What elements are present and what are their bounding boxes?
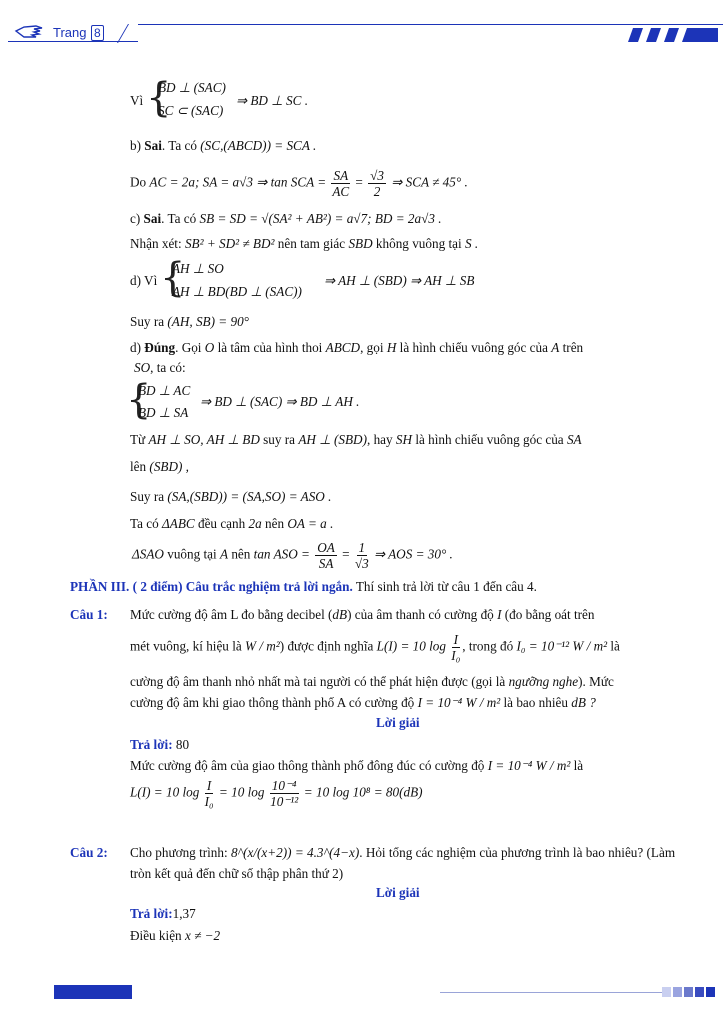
l3-frac2: $\frac{√3}{2}$ bbox=[370, 168, 384, 199]
q1-line4-expr: I = 10⁻⁴ W / m² bbox=[417, 695, 501, 710]
l7-text: Suy ra bbox=[130, 314, 165, 329]
q1-calc-frac2: $\frac{\text{10⁻⁴}}{\text{10⁻¹²}}$ bbox=[270, 778, 299, 809]
l8-t4: là hình chiếu vuông góc của bbox=[399, 340, 548, 355]
q1-line2-c: , trong đó bbox=[462, 638, 514, 654]
header-label: Trang bbox=[53, 25, 87, 40]
q2-condition-text: Điều kiện bbox=[130, 928, 182, 943]
l12-expr: (SBD) , bbox=[149, 459, 189, 474]
q1-line4-c: dB ? bbox=[571, 695, 596, 710]
q1-line3-b: ). Mức bbox=[578, 674, 614, 689]
l14-e3: OA = a . bbox=[287, 516, 334, 531]
q1-def-frac: $\frac{I}{\text{I₀}}$ bbox=[451, 632, 461, 663]
l7-line bbox=[130, 314, 249, 330]
part3-rest: Thí sinh trả lời từ câu 1 đến câu 4. bbox=[355, 579, 537, 594]
l10-brace: { bbox=[126, 377, 152, 423]
q2-condition-expr: x ≠ −2 bbox=[184, 928, 221, 943]
l4-verdict: Sai bbox=[143, 211, 162, 226]
q2-line1-b: . Hỏi tổng các nghiệm của phương trình là bao nhiêu? (Làm bbox=[359, 845, 676, 860]
l4-expr: SB = SD = √(SA² + AB²) = a√7; BD = 2a√3 . bbox=[199, 211, 442, 226]
q1-calc-c: = 10 log 10⁸ = 80(dB) bbox=[303, 784, 423, 800]
l14-t2: đều cạnh bbox=[197, 516, 246, 531]
l15-t2: nên bbox=[231, 546, 251, 562]
q1-line3-italic: ngưỡng nghe bbox=[508, 674, 579, 689]
l11-t2: suy ra bbox=[263, 432, 296, 447]
l1-row1: BD ⊥ (SAC) bbox=[158, 80, 226, 95]
q1-i: I bbox=[497, 607, 502, 622]
l15-expr: tan ASO = bbox=[253, 546, 310, 562]
header-page-number: 8 bbox=[91, 25, 104, 41]
q2-line2: tròn kết quả đến chữ số thập phân thứ 2) bbox=[130, 866, 344, 881]
l5-line bbox=[130, 236, 478, 252]
l8-verdict: Đúng bbox=[144, 340, 176, 355]
l13-line bbox=[130, 489, 331, 505]
l2-line bbox=[130, 138, 316, 154]
q1-answer bbox=[130, 737, 189, 753]
q1-line2-a: mét vuông, kí hiệu là bbox=[130, 638, 242, 654]
q1-explain-b: là bbox=[573, 758, 584, 773]
q2-solution-heading: Lời giải bbox=[376, 885, 420, 900]
l11-expr: AH ⊥ SO, AH ⊥ BD bbox=[148, 432, 260, 447]
l15-a: A bbox=[219, 546, 229, 562]
l5-pt: S . bbox=[464, 236, 479, 251]
l3-result: ⇒ SCA ≠ 45° . bbox=[391, 174, 468, 190]
l4-text: . Ta có bbox=[161, 211, 197, 226]
l12-text: lên bbox=[130, 459, 147, 474]
l3-text: Do bbox=[130, 174, 147, 190]
l5-rest: nên tam giác bbox=[277, 236, 346, 251]
q1-line1-c: (đo bằng oát trên bbox=[504, 607, 595, 622]
l3-eq: = bbox=[355, 174, 363, 190]
q1-line2-d: là bbox=[610, 638, 620, 654]
q2-answer-label: Trả lời: bbox=[130, 906, 173, 921]
l6-prefix: d) Vì bbox=[130, 273, 158, 288]
l1-prefix: Vì bbox=[130, 93, 144, 108]
l11-line bbox=[130, 432, 582, 448]
l11-text: Từ bbox=[130, 432, 146, 447]
q1-answer-value: 80 bbox=[175, 737, 190, 752]
l15-tri: ΔSAO bbox=[132, 546, 164, 562]
footer-bar bbox=[54, 985, 132, 999]
q1-def: L(I) = 10 log bbox=[376, 638, 446, 654]
l14-e2: 2a bbox=[248, 516, 262, 531]
q2-equation: 8^(x/(x+2)) = 4.3^(4−x) bbox=[230, 845, 360, 860]
q1-line4-a: cường độ âm khi giao thông thành phố A có cường độ bbox=[130, 695, 415, 710]
header-stripes bbox=[628, 28, 718, 46]
l5-expr: SB² + SD² ≠ BD² bbox=[184, 236, 275, 251]
q1-i0: I₀ = 10⁻¹² W / m² bbox=[516, 638, 608, 654]
q2-answer-value: 1,37 bbox=[172, 906, 196, 921]
l6-result: ⇒ AH ⊥ (SBD) ⇒ AH ⊥ SB bbox=[324, 273, 475, 288]
q1-calc bbox=[130, 778, 423, 809]
q1-line1 bbox=[130, 607, 594, 623]
l8-t2: là tâm của hình thoi bbox=[217, 340, 323, 355]
q1-calc-frac1: $\frac{I}{\text{I₀}}$ bbox=[204, 778, 214, 809]
l9-so: SO bbox=[134, 360, 151, 375]
l8-label: d) bbox=[130, 340, 141, 355]
q1-solution-heading: Lời giải bbox=[376, 715, 420, 730]
l2-text: . Ta có bbox=[161, 138, 197, 153]
l4-line bbox=[130, 211, 442, 227]
l5-tri: SBD bbox=[348, 236, 373, 251]
l8-line bbox=[130, 340, 583, 356]
l15-frac1: $\frac{OA}{SA}$ bbox=[317, 540, 335, 571]
l3-line bbox=[130, 168, 468, 199]
q2-label: Câu 2: bbox=[70, 845, 108, 860]
q1-calc-a: L(I) = 10 log bbox=[130, 784, 200, 800]
l15-frac2: $\frac{1}{√3}$ bbox=[354, 540, 369, 571]
l14-text: Ta có bbox=[130, 516, 159, 531]
l8-o: O bbox=[204, 340, 215, 355]
l15-line bbox=[132, 540, 453, 571]
q2-line1 bbox=[130, 845, 675, 861]
l14-line bbox=[130, 516, 333, 532]
part3-heading bbox=[70, 579, 537, 595]
l11-t3: , hay bbox=[366, 432, 393, 447]
q1-db: dB bbox=[332, 607, 348, 622]
l6-row2: AH ⊥ BD(BD ⊥ (SAC)) bbox=[172, 284, 302, 299]
l10-result: ⇒ BD ⊥ (SAC) ⇒ BD ⊥ AH . bbox=[200, 394, 360, 409]
l15-eq: = bbox=[342, 546, 350, 562]
l11-sa: SA bbox=[566, 432, 582, 447]
l11-sh: SH bbox=[395, 432, 413, 447]
l9-text: , ta có: bbox=[150, 360, 186, 375]
l8-h: H bbox=[386, 340, 397, 355]
q1-explain bbox=[130, 758, 583, 774]
l10-row2: BD ⊥ SA bbox=[138, 405, 189, 420]
header-rule-right bbox=[138, 24, 723, 25]
q1-line4-b: là bao nhiêu bbox=[503, 695, 568, 710]
l6-row1: AH ⊥ SO bbox=[172, 261, 224, 276]
l2-label: b) bbox=[130, 138, 141, 153]
l1-result: ⇒ BD ⊥ SC . bbox=[236, 93, 308, 108]
header-hand-icon bbox=[14, 22, 44, 40]
q1-line4 bbox=[130, 695, 596, 711]
l2-verdict: Sai bbox=[144, 138, 162, 153]
l6-brace: { bbox=[160, 255, 186, 301]
l3-expr: AC = 2a; SA = a√3 ⇒ tan SCA = bbox=[149, 174, 327, 190]
l8-abcd: ABCD bbox=[325, 340, 361, 355]
l8-text: . Gọi bbox=[175, 340, 202, 355]
q1-line3-a: cường độ âm thanh nhỏ nhất mà tai người có thể phát hiện được (gọi là bbox=[130, 674, 506, 689]
part3-title: PHẦN III. ( 2 điểm) Câu trắc nghiệm trả lời ngắn. bbox=[70, 579, 353, 594]
l8-t3: , gọi bbox=[360, 340, 384, 355]
l2-expr: (SC,(ABCD)) = SCA . bbox=[200, 138, 317, 153]
q1-line2-b: ) được định nghĩa bbox=[279, 638, 374, 654]
l13-text: Suy ra bbox=[130, 489, 165, 504]
l5-rest2: không vuông tại bbox=[375, 236, 462, 251]
l1-row2: SC ⊂ (SAC) bbox=[158, 103, 224, 118]
l14-expr: ΔABC bbox=[162, 516, 195, 531]
l7-expr: (AH, SB) = 90° bbox=[167, 314, 249, 329]
l8-a: A bbox=[551, 340, 560, 355]
footer-squares bbox=[662, 986, 717, 1002]
l5-text: Nhận xét: bbox=[130, 236, 182, 251]
q1-label: Câu 1: bbox=[70, 607, 108, 622]
q1-explain-expr: I = 10⁻⁴ W / m² bbox=[487, 758, 571, 773]
q2-condition bbox=[130, 928, 220, 944]
l3-frac1: $\frac{SA}{AC}$ bbox=[332, 168, 350, 199]
q2-line1-a: Cho phương trình: bbox=[130, 845, 228, 860]
l1-brace: { bbox=[146, 75, 172, 121]
l14-t3: nên bbox=[265, 516, 285, 531]
l15-t1: vuông tại bbox=[167, 546, 217, 562]
q2-answer bbox=[130, 906, 196, 922]
l15-result: ⇒ AOS = 30° . bbox=[374, 546, 453, 562]
q1-answer-label: Trả lời: bbox=[130, 737, 173, 752]
q1-calc-b: = 10 log bbox=[218, 784, 265, 800]
footer-rule bbox=[440, 992, 665, 993]
l11-expr2: AH ⊥ (SBD) bbox=[298, 432, 367, 447]
l9-line bbox=[134, 360, 186, 376]
q1-line1-b: ) của âm thanh có cường độ bbox=[347, 607, 494, 622]
l12-line bbox=[130, 459, 189, 475]
q1-unit: W / m² bbox=[245, 638, 280, 654]
l11-t4: là hình chiếu vuông góc của bbox=[415, 432, 564, 447]
l4-label: c) bbox=[130, 211, 141, 226]
l10-row1: BD ⊥ AC bbox=[138, 383, 191, 398]
q1-explain-text: Mức cường độ âm của giao thông thành phố đông đúc có cường độ bbox=[130, 758, 485, 773]
q1-line2 bbox=[130, 632, 620, 663]
q1-line1-a: Mức cường độ âm L đo bằng decibel ( bbox=[130, 607, 333, 622]
l13-expr: (SA,(SBD)) = (SA,SO) = ASO . bbox=[167, 489, 332, 504]
q1-line3 bbox=[130, 674, 614, 690]
l8-t5: trên bbox=[562, 340, 584, 355]
